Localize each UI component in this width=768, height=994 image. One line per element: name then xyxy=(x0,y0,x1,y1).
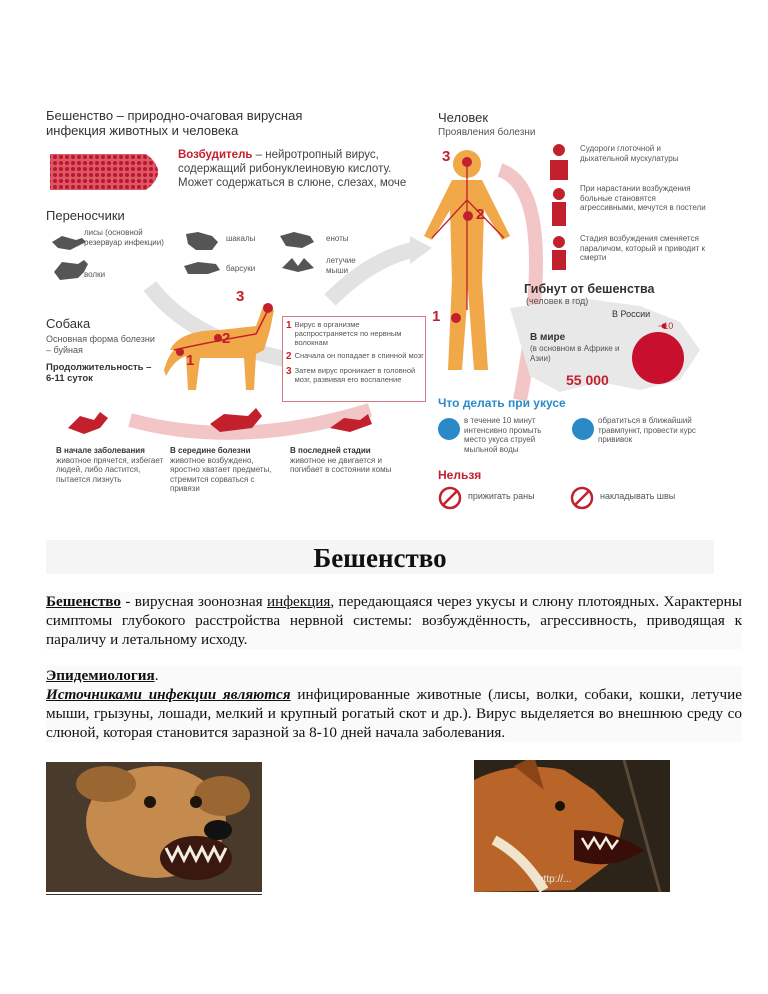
dog-duration-label: Продолжительность – xyxy=(46,362,152,373)
deaths-russia-value: ~10 xyxy=(658,321,674,331)
page-title: Бешенство xyxy=(46,540,714,574)
stage-head: В последней стадии xyxy=(290,446,371,455)
deaths-heading: Гибнут от бешенства xyxy=(524,282,655,296)
definition-term: Бешенство xyxy=(46,593,121,610)
spread-step-number: 1 xyxy=(286,320,292,331)
carriers-heading: Переносчики xyxy=(46,208,125,223)
dog-point-spine xyxy=(214,334,222,342)
bite-action-2: обратиться в ближайший травмпункт, провести курс прививок xyxy=(598,416,696,444)
human-step-2-number: 2 xyxy=(476,206,485,223)
dog-point-bite xyxy=(176,348,184,356)
dog-stage-2 xyxy=(170,446,282,494)
spread-step-number: 2 xyxy=(286,351,292,362)
dog-step-2-number: 2 xyxy=(222,330,231,347)
no-cauterize-icon xyxy=(438,486,462,510)
rabid-dog-photo-art xyxy=(46,762,262,892)
spread-step-number: 3 xyxy=(286,366,292,377)
spread-step-text: Затем вирус проникает в головной мозг, развивая его воспаление xyxy=(294,366,416,384)
badger-icon xyxy=(184,262,220,274)
bat-icon xyxy=(282,258,314,272)
virus-spread-steps xyxy=(286,320,424,384)
symptom-2: При нарастании возбуждения больные становятся агрессивными, мечутся в постели xyxy=(580,184,706,212)
definition-paragraph xyxy=(46,592,742,649)
dog-duration-value: 6-11 суток xyxy=(46,373,93,384)
wolf-icon xyxy=(54,260,88,280)
deaths-world-value: 55 000 xyxy=(566,372,609,388)
stage3-dog-icon xyxy=(330,414,372,432)
deaths-subheading: (человек в год) xyxy=(526,296,589,306)
forbidden-heading: Нельзя xyxy=(438,468,482,482)
infographic-title-line1: Бешенство – природно-очаговая вирусная xyxy=(46,108,303,123)
human-point-bite xyxy=(451,313,461,323)
dog-stage-illustrations xyxy=(60,398,380,442)
forbidden-2: накладывать швы xyxy=(600,491,676,501)
throat-symptom-icon xyxy=(550,144,568,180)
stage2-dog-icon xyxy=(210,408,262,432)
world-deaths-circle xyxy=(632,332,684,384)
bite-actions-heading: Что делать при укусе xyxy=(438,396,566,410)
dog-duration xyxy=(46,362,151,384)
dog-form: Основная форма болезни – буйная xyxy=(46,334,155,355)
human-step-3-number: 3 xyxy=(442,148,451,165)
no-stitches-icon xyxy=(570,486,594,510)
dog-step-3-number: 3 xyxy=(236,288,245,305)
carrier-badgers-label: барсуки xyxy=(226,264,256,273)
infographic-title-line2: инфекция животных и человека xyxy=(46,123,239,138)
stage-head: В начале заболевания xyxy=(56,446,145,455)
dog-stage-3 xyxy=(290,446,402,475)
stage1-dog-icon xyxy=(68,412,108,434)
definition-text-b: , передающаяся через укусы и слюну плотоядных. Характерны симптомы глубокого расстройства нервной системы: возбуждённость, агрессивность, приводящая к параличу и летальному исходу. xyxy=(46,593,742,648)
deaths-russia-label: В России xyxy=(612,309,651,319)
pathogen-text: – нейротропный вирус, содержащий рибонуклеиновую кислоту. Может содержаться в слюне, слезах, моче xyxy=(178,149,407,189)
stage-text: животное прячется, избегает людей, либо ластится, пытается лизнуть xyxy=(56,455,164,484)
clinic-icon xyxy=(572,418,594,440)
dog-body-shape xyxy=(164,304,274,390)
rabid-dog-photo xyxy=(46,762,262,892)
pathogen-description xyxy=(178,148,408,190)
rabid-fox-photo xyxy=(474,760,670,892)
wash-icon xyxy=(438,418,460,440)
dog-point-brain xyxy=(263,303,273,313)
photo-rule xyxy=(46,894,262,895)
human-point-brain xyxy=(462,157,472,167)
virus-particle-illustration xyxy=(46,148,170,196)
dog-step-1-number: 1 xyxy=(186,352,195,369)
human-subheading: Проявления болезни xyxy=(438,127,536,138)
human-heading: Человек xyxy=(438,110,489,125)
epidemiology-heading-dot: . xyxy=(154,667,159,684)
bite-action-1: в течение 10 минут интенсивно промыть место укуса струей мыльной воды xyxy=(464,416,542,454)
carrier-jackals-label: шакалы xyxy=(226,234,256,243)
deaths-world-label: В мире xyxy=(530,332,566,343)
dog-illustration xyxy=(160,290,282,406)
carrier-fox-label: лисы (основной резервуар инфекции) xyxy=(84,228,164,247)
carrier-raccoons-label: еноты xyxy=(326,234,349,243)
spread-step xyxy=(286,351,424,362)
paralysis-symptom-icon xyxy=(552,236,566,270)
dog-stage-1 xyxy=(56,446,166,484)
epidemiology-section xyxy=(46,666,742,742)
carrier-wolves-label: волки xyxy=(84,270,106,279)
pathogen-label: Возбудитель xyxy=(178,149,253,161)
infographic-title xyxy=(46,108,376,138)
dog-heading: Собака xyxy=(46,316,91,331)
raccoon-icon xyxy=(280,232,314,248)
fox-icon xyxy=(52,236,86,250)
deaths-world-note: (в основном в Африке и Азии) xyxy=(530,344,620,363)
jackal-icon xyxy=(186,232,218,250)
spread-step xyxy=(286,320,424,347)
spread-step-text: Вирус в организме распространяется по нервным волокнам xyxy=(294,320,402,347)
symptom-1: Судороги глоточной и дыхательной мускулатуры xyxy=(580,144,679,163)
stage-text: животное не двигается и погибает в состоянии комы xyxy=(290,455,392,474)
human-point-spine xyxy=(463,211,473,221)
spread-step-text: Сначала он попадает в спинной мозг xyxy=(294,351,424,360)
human-step-1-number: 1 xyxy=(432,308,441,325)
forbidden-1: прижигать раны xyxy=(468,491,535,501)
carrier-bats-label: летучие мыши xyxy=(326,256,356,275)
definition-text-a: - вирусная зоонозная xyxy=(121,593,267,610)
sources-label: Источниками инфекции являются xyxy=(46,686,291,703)
photo-watermark: http://... xyxy=(538,874,572,885)
epidemiology-heading xyxy=(46,666,742,685)
spread-step xyxy=(286,366,424,384)
sources-text: инфицированные животные (лисы, волки, собаки, кошки, летучие мыши, грызуны, лошади, мелкий и крупный рогатый скот и др.). Вирус выделяется во внешнюю среду со слюной, которая становится заразной за 8-10 дней начала заболевания. xyxy=(46,686,742,741)
human-figure xyxy=(412,140,522,380)
stage-text: животное возбуждено, яростно хватает предметы, стремится сорваться с привязи xyxy=(170,455,272,493)
agitation-symptom-icon xyxy=(552,188,566,226)
symptom-icons xyxy=(544,140,574,270)
rabid-fox-photo-art xyxy=(474,760,670,892)
symptom-3: Стадия возбуждения сменяется параличом, который и приводит к смерти xyxy=(580,234,706,262)
sources-paragraph xyxy=(46,685,742,742)
stage-head: В середине болезни xyxy=(170,446,251,455)
infection-link[interactable]: инфекция xyxy=(266,593,331,610)
epidemiology-heading-text: Эпидемиология xyxy=(46,667,155,684)
